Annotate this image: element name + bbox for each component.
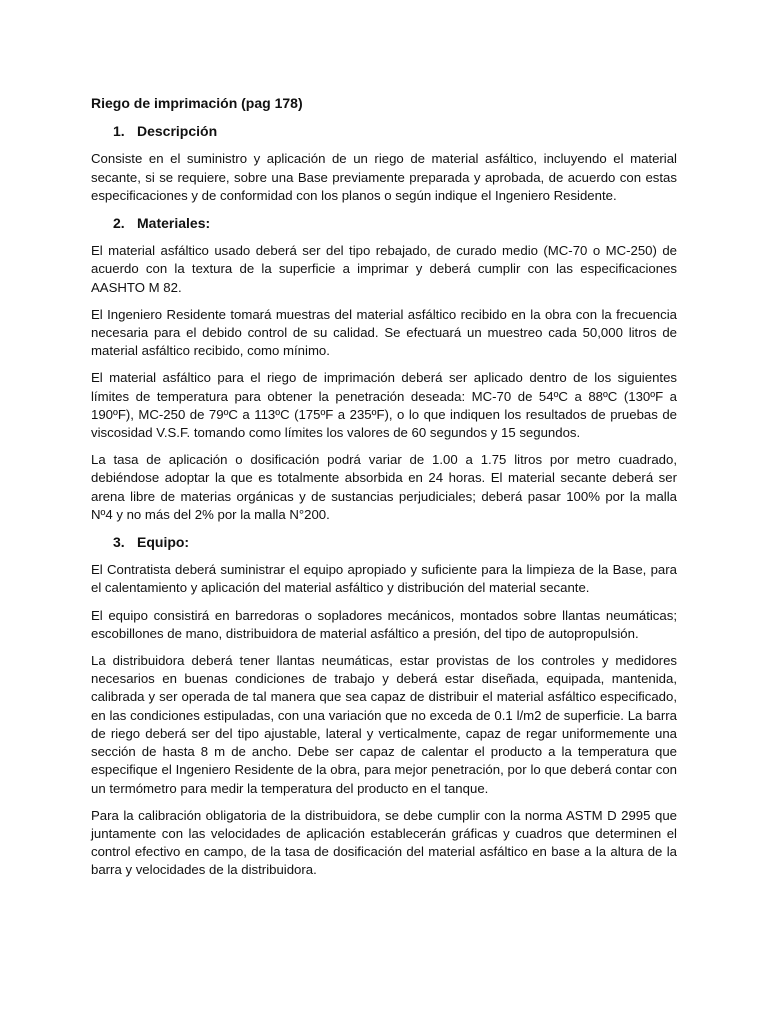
paragraph: Para la calibración obligatoria de la distribuidora, se debe cumplir con la norma ASTM D 2995 que juntamente con las velocidades de aplicación establecerán gráficas y cuadros que determinen el control efectivo en campo, de la tasa de dosificación del material asfáltico en base a la altura de la barra y velocidades de la distribuidora. [91, 807, 677, 878]
paragraph: Consiste en el suministro y aplicación de un riego de material asfáltico, incluyendo el material secante, si se requiere, sobre una Base previamente preparada y aprobada, de acuerdo con estas especificaciones y de conformidad con los planos o según indique el Ingeniero Residente. [91, 151, 677, 203]
paragraph: El material asfáltico usado deberá ser del tipo rebajado, de curado medio (MC-70 o MC-250) de acuerdo con la textura de la superficie a imprimar y deberá cumplir con las especificaciones AASHTO M 82. [91, 243, 677, 295]
paragraph: El Contratista deberá suministrar el equipo apropiado y suficiente para la limpieza de la Base, para el calentamiento y aplicación del material asfáltico y distribución del material secante. [91, 562, 677, 596]
paragraph: La distribuidora deberá tener llantas neumáticas, estar provistas de los controles y medidores necesarios en buenas condiciones de trabajo y deberá estar diseñada, equipada, mantenida, calibrada y ser operada de tal manera que sea capaz de distribuir el material asfáltico especificado, en las condiciones estipuladas, con una variación que no exceda de 0.1 l/m2 de superficie. La barra de riego deberá ser del tipo ajustable, lateral y verticalmente, capaz de regar uniformemente una sección de hasta 8 m de ancho. Debe ser capaz de calentar el producto a la temperatura que especifique el Ingeniero Residente de la obra, para mejor penetración, por lo que deberá contar con un termómetro para medir la temperatura del producto en el tanque. [91, 653, 677, 796]
section-number: 3. [113, 534, 125, 551]
section-title: Descripción [137, 123, 218, 140]
section-heading-descripcion [91, 122, 677, 140]
section-title: Materiales: [137, 215, 211, 232]
document-title: Riego de imprimación (pag 178) [91, 95, 303, 111]
document-page [91, 94, 677, 889]
paragraph: El Ingeniero Residente tomará muestras del material asfáltico recibido en la obra con la frecuencia necesaria para el debido control de su calidad. Se efectuará un muestreo cada 50,000 litros de material asfáltico recibido, como mínimo. [91, 306, 677, 359]
section-heading-materiales [91, 214, 677, 232]
paragraph: El equipo consistirá en barredoras o sopladores mecánicos, montados sobre llantas neumáticas; escobillones de mano, distribuidora de material asfáltico a presión, del tipo de autopropulsión. [91, 607, 677, 641]
section-heading-equipo [91, 533, 677, 551]
paragraph: La tasa de aplicación o dosificación podrá variar de 1.00 a 1.75 litros por metro cuadrado, debiéndose adoptar la que es totalmente absorbida en 24 horas. El material secante deberá ser arena libre de materias orgánicas y de sustancias perjudiciales; deberá pasar 100% por la malla Nº4 y no más del 2% por la malla N°200. [91, 452, 677, 522]
section-title: Equipo: [137, 534, 190, 551]
section-number: 2. [113, 215, 125, 232]
paragraph: El material asfáltico para el riego de imprimación deberá ser aplicado dentro de los siguientes límites de temperatura para obtener la penetración deseada: MC-70 de 54ºC a 88ºC (130ºF a 190ºF), MC-250 de 79ºC a 113ºC (175ºF a 235ºF), o lo que indiquen los resultados de pruebas de viscosidad V.S.F. tomando como límites los valores de 60 segundos y 15 segundos. [91, 370, 677, 441]
section-number: 1. [113, 123, 125, 140]
